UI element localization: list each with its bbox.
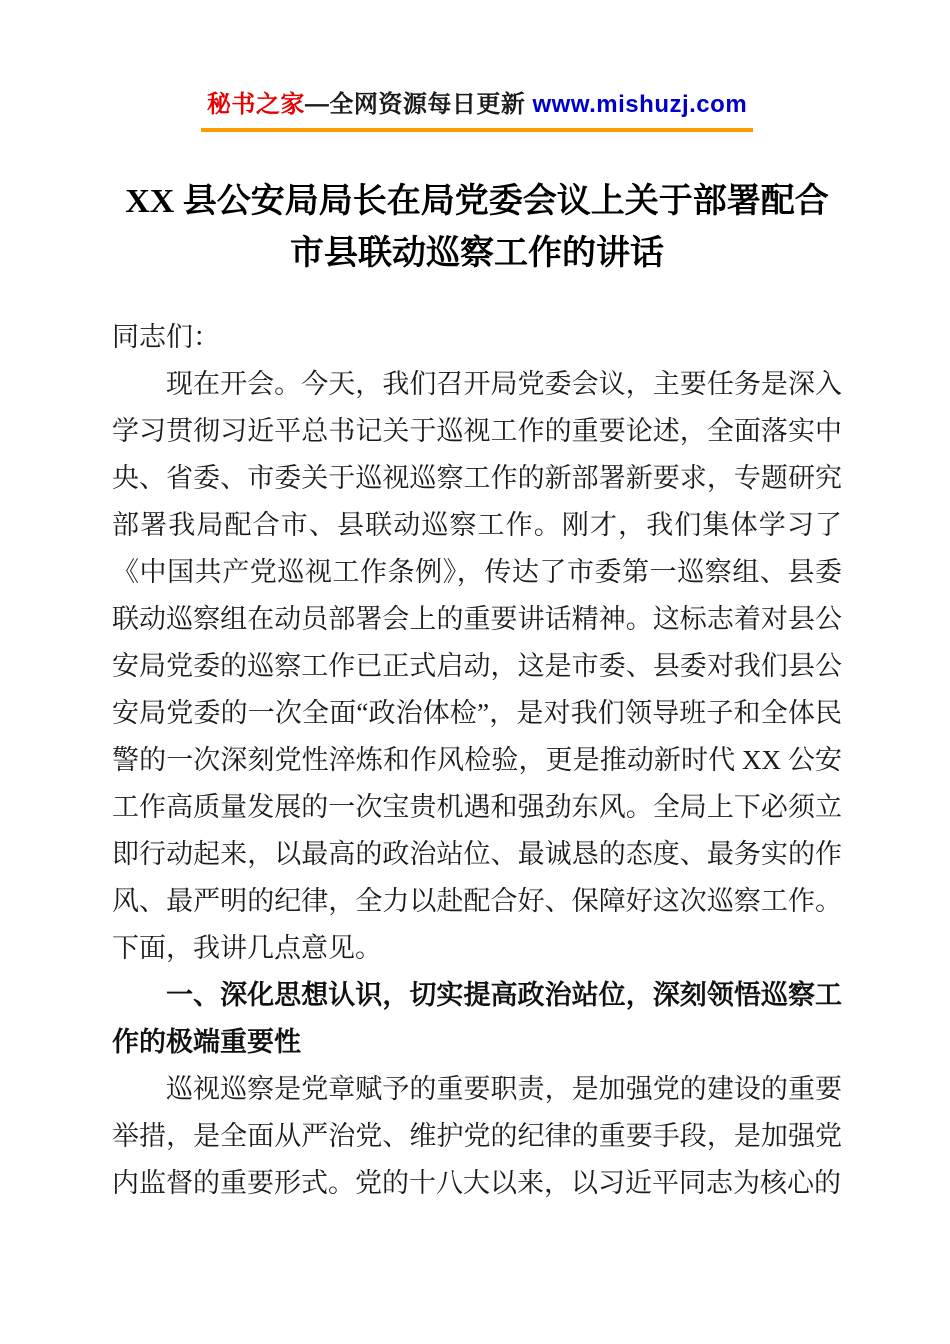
paragraph-opening: 现在开会。今天，我们召开局党委会议，主要任务是深入学习贯彻习近平总书记关于巡视工作的重要论述，全面落实中央、省委、市委关于巡视巡察工作的新部署新要求，专题研究部署我局配合市、县联动巡察工作。刚才，我们集体学习了《中国共产党巡视工作条例》，传达了市委第一巡察组、县委联动巡察组在动员部署会上的重要讲话精神。这标志着对县公安局党委的巡察工作已正式启动，这是市委、县委对我们县公安局党委的一次全面“政治体检”，是对我们领导班子和全体民警的一次深刻党性淬炼和作风检验，更是推动新时代 XX 公安工作高质量发展的一次宝贵机遇和强劲东风。全局上下必须立即行动起来，以最高的政治站位、最诚恳的态度、最务实的作风、最严明的纪律，全力以赴配合好、保障好这次巡察工作。下面，我讲几点意见。 (112, 369, 842, 963)
paragraph-section-1-body: 巡视巡察是党章赋予的重要职责，是加强党的建设的重要举措，是全面从严治党、维护党的纪律的重要手段，是加强党内监督的重要形式。党的十八大以来，以习近平同志为核心的 (112, 1074, 842, 1198)
salutation: 同志们： (112, 322, 220, 352)
document-body (112, 314, 842, 1207)
document-title: XX 县公安局局长在局党委会议上关于部署配合市县联动巡察工作的讲话 (125, 183, 829, 272)
section-heading-1: 一、深化思想认识，切实提高政治站位，深刻领悟巡察工作的极端重要性 (112, 980, 842, 1057)
site-url-link[interactable]: www.mishuzj.com (532, 91, 748, 118)
site-header (112, 84, 842, 132)
site-brand: 秘书之家 (206, 91, 305, 118)
site-header-underline (201, 84, 753, 132)
site-tagline: —全网资源每日更新 (304, 91, 533, 118)
